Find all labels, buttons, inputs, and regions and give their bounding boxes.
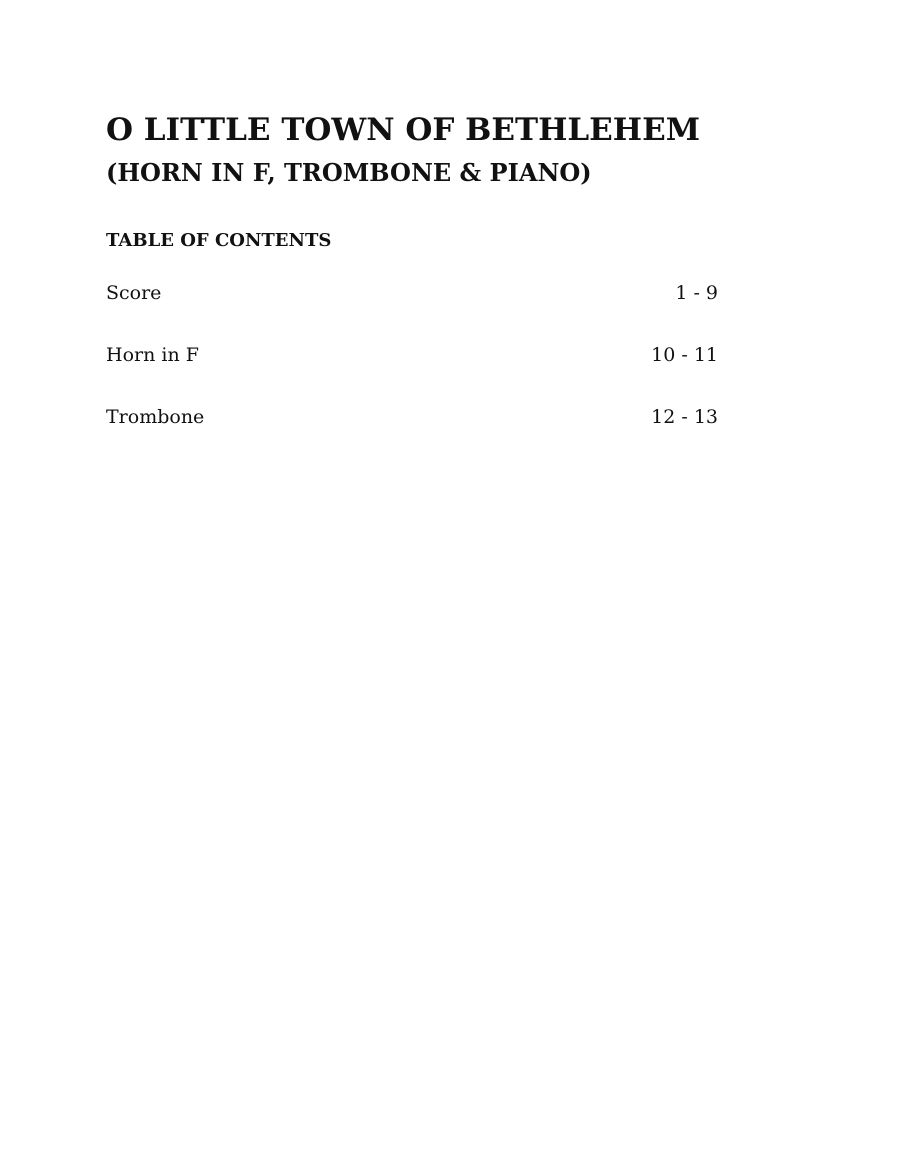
toc-entry-trombone xyxy=(106,403,718,465)
document-subtitle: (HORN IN F, TROMBONE & PIANO) xyxy=(106,158,592,187)
toc-entry-score xyxy=(106,279,718,341)
toc-entry-horn xyxy=(106,341,718,403)
toc-entry-pages: 12 - 13 xyxy=(651,406,718,428)
toc-entry-label: Trombone xyxy=(106,406,205,428)
document-title: O LITTLE TOWN OF BETHLEHEM xyxy=(106,112,701,148)
toc-entry-pages: 10 - 11 xyxy=(651,344,718,366)
toc-entry-label: Horn in F xyxy=(106,344,199,366)
toc-heading: TABLE OF CONTENTS xyxy=(106,230,332,251)
toc-entry-pages: 1 - 9 xyxy=(675,282,718,304)
table-of-contents xyxy=(106,279,718,465)
toc-entry-label: Score xyxy=(106,282,162,304)
